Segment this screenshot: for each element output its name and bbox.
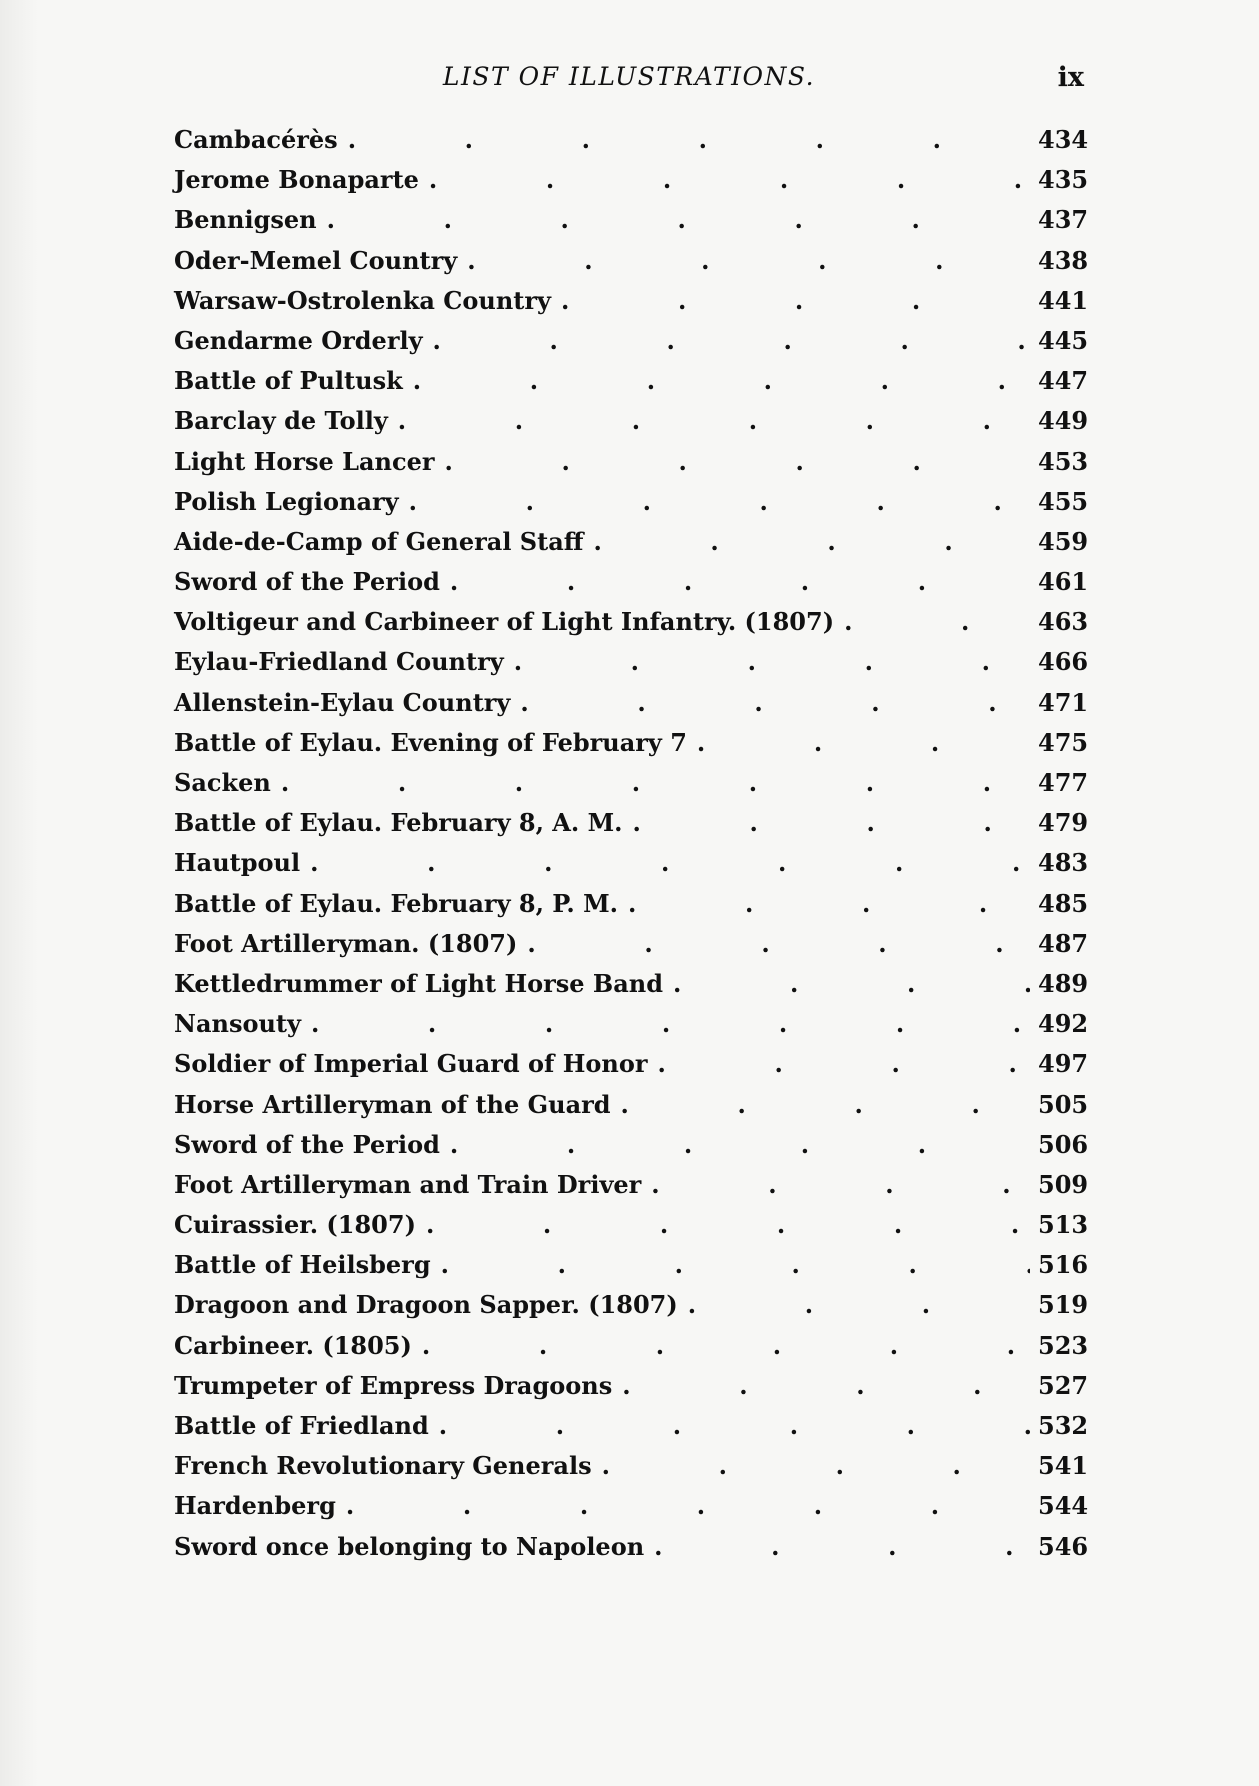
illustration-title: Foot Artilleryman. (1807) — [174, 928, 518, 958]
illustration-title: Sword of the Period — [174, 1129, 440, 1159]
dot-leader — [409, 482, 1030, 522]
illustration-page-number: 523 — [1038, 1330, 1089, 1360]
illustration-title: Jerome Bonaparte — [174, 165, 419, 195]
illustration-page-number: 519 — [1038, 1290, 1089, 1320]
illustration-title: Soldier of Imperial Guard of Honor — [174, 1049, 648, 1079]
illustration-title: Barclay de Tolly — [174, 406, 388, 436]
page-edge-shadow — [0, 0, 38, 1786]
illustration-entry — [174, 642, 1089, 682]
dot-leader — [422, 1326, 1030, 1366]
illustration-page-number: 516 — [1038, 1250, 1089, 1280]
page-header — [174, 62, 1084, 102]
dot-leader — [441, 1245, 1030, 1285]
illustration-entry — [174, 522, 1089, 562]
illustration-entry — [174, 1486, 1089, 1526]
illustration-entry — [174, 160, 1089, 200]
illustration-entry — [174, 1044, 1089, 1084]
illustration-entry — [174, 884, 1089, 924]
illustration-entry — [174, 1406, 1089, 1446]
illustration-entry — [174, 120, 1089, 160]
illustration-title: Foot Artilleryman and Train Driver — [174, 1169, 642, 1199]
illustration-entry — [174, 1285, 1089, 1325]
illustration-entry — [174, 1446, 1089, 1486]
illustrations-list — [174, 120, 1089, 1567]
illustration-page-number: 447 — [1038, 366, 1089, 396]
illustration-title: Battle of Eylau. Evening of February 7 — [174, 727, 687, 757]
dot-leader — [673, 964, 1030, 1004]
illustration-page-number: 483 — [1038, 848, 1089, 878]
illustration-page-number: 463 — [1038, 607, 1089, 637]
dot-leader — [346, 1486, 1030, 1526]
dot-leader — [514, 642, 1030, 682]
illustration-title: Polish Legionary — [174, 486, 399, 516]
illustration-entry — [174, 803, 1089, 843]
dot-leader — [633, 803, 1030, 843]
dot-leader — [310, 843, 1030, 883]
page-number: ix — [1057, 62, 1084, 93]
illustration-page-number: 471 — [1038, 687, 1089, 717]
illustration-page-number: 449 — [1038, 406, 1089, 436]
illustration-page-number: 485 — [1038, 888, 1089, 918]
illustration-entry — [174, 482, 1089, 522]
illustration-entry — [174, 442, 1089, 482]
illustration-page-number: 532 — [1038, 1411, 1089, 1440]
illustration-title: Sword once belonging to Napoleon — [174, 1531, 645, 1561]
dot-leader — [628, 884, 1030, 924]
illustration-title: Nansouty — [174, 1009, 301, 1039]
illustration-page-number: 497 — [1038, 1049, 1089, 1079]
illustration-title: Hautpoul — [174, 848, 301, 878]
illustration-entry — [174, 241, 1089, 281]
dot-leader — [450, 562, 1030, 602]
illustration-page-number: 505 — [1038, 1089, 1089, 1119]
illustration-entry — [174, 361, 1089, 401]
illustration-page-number: 466 — [1038, 647, 1089, 677]
dot-leader — [602, 1446, 1030, 1486]
illustration-title: Light Horse Lancer — [174, 446, 435, 476]
dot-leader — [327, 200, 1030, 240]
illustration-entry — [174, 1527, 1089, 1567]
dot-leader — [697, 723, 1030, 763]
illustration-entry — [174, 1165, 1089, 1205]
illustration-entry — [174, 602, 1089, 642]
dot-leader — [622, 1366, 1030, 1406]
dot-leader — [429, 160, 1030, 200]
illustration-title: Battle of Heilsberg — [174, 1250, 431, 1280]
illustration-entry — [174, 683, 1089, 723]
illustration-title: Aide-de-Camp of General Staff — [174, 526, 584, 556]
dot-leader — [311, 1004, 1030, 1044]
illustration-title: Warsaw-Ostrolenka Country — [174, 285, 551, 315]
dot-leader — [439, 1406, 1030, 1446]
illustration-page-number: 437 — [1038, 205, 1089, 235]
illustration-entry — [174, 1085, 1089, 1125]
illustration-page-number: 477 — [1038, 768, 1089, 797]
illustration-entry — [174, 321, 1089, 361]
illustration-title: Battle of Eylau. February 8, P. M. — [174, 888, 618, 918]
illustration-page-number: 461 — [1038, 567, 1089, 597]
illustration-title: Battle of Eylau. February 8, A. M. — [174, 808, 623, 838]
illustration-page-number: 513 — [1038, 1210, 1089, 1240]
illustration-page-number: 459 — [1038, 526, 1089, 556]
illustration-entry — [174, 723, 1089, 763]
illustration-entry — [174, 1125, 1089, 1165]
illustration-page-number: 546 — [1038, 1531, 1089, 1561]
dot-leader — [398, 401, 1030, 441]
dot-leader — [520, 683, 1030, 723]
dot-leader — [433, 321, 1030, 361]
illustration-entry — [174, 843, 1089, 883]
illustration-title: Trumpeter of Empress Dragoons — [174, 1370, 613, 1400]
illustration-entry — [174, 1004, 1089, 1044]
dot-leader — [281, 763, 1030, 803]
dot-leader — [621, 1085, 1030, 1125]
illustration-title: Oder-Memel Country — [174, 245, 458, 275]
illustration-title: Bennigsen — [174, 205, 317, 235]
dot-leader — [426, 1205, 1030, 1245]
illustration-page-number: 441 — [1038, 285, 1089, 315]
dot-leader — [445, 442, 1030, 482]
illustration-entry — [174, 401, 1089, 441]
dot-leader — [348, 120, 1030, 160]
illustration-title: Hardenberg — [174, 1491, 336, 1521]
dot-leader — [527, 924, 1030, 964]
illustration-page-number: 438 — [1038, 245, 1089, 275]
illustration-title: Allenstein-Eylau Country — [174, 687, 511, 717]
illustration-title: French Revolutionary Generals — [174, 1451, 592, 1481]
illustration-page-number: 489 — [1038, 968, 1089, 998]
dot-leader — [467, 241, 1030, 281]
illustration-page-number: 487 — [1038, 928, 1089, 958]
illustration-title: Battle of Pultusk — [174, 366, 403, 396]
dot-leader — [561, 281, 1030, 321]
illustration-title: Cambacérès — [174, 125, 338, 154]
dot-leader — [844, 602, 1030, 642]
illustration-title: Gendarme Orderly — [174, 325, 423, 355]
illustration-entry — [174, 1326, 1089, 1366]
illustration-title: Battle of Friedland — [174, 1411, 429, 1440]
illustration-title: Dragoon and Dragoon Sapper. (1807) — [174, 1290, 678, 1320]
illustration-title: Eylau-Friedland Country — [174, 647, 504, 677]
illustration-entry — [174, 924, 1089, 964]
illustration-title: Cuirassier. (1807) — [174, 1210, 416, 1240]
dot-leader — [593, 522, 1030, 562]
dot-leader — [651, 1165, 1030, 1205]
illustration-entry — [174, 964, 1089, 1004]
dot-leader — [413, 361, 1030, 401]
illustration-title: Carbineer. (1805) — [174, 1330, 412, 1360]
dot-leader — [658, 1044, 1030, 1084]
illustration-page-number: 455 — [1038, 486, 1089, 516]
illustration-page-number: 435 — [1038, 165, 1089, 195]
illustration-title: Sacken — [174, 768, 271, 797]
illustration-page-number: 509 — [1038, 1169, 1089, 1199]
illustration-page-number: 434 — [1038, 125, 1089, 154]
illustration-title: Voltigeur and Carbineer of Light Infantry. (1807) — [174, 607, 835, 637]
illustration-page-number: 527 — [1038, 1370, 1089, 1400]
illustration-entry — [174, 1245, 1089, 1285]
illustration-entry — [174, 281, 1089, 321]
illustration-entry — [174, 562, 1089, 602]
illustration-page-number: 479 — [1038, 808, 1089, 838]
illustration-page-number: 506 — [1038, 1129, 1089, 1159]
illustration-page-number: 453 — [1038, 446, 1089, 476]
illustration-entry — [174, 1366, 1089, 1406]
dot-leader — [688, 1285, 1030, 1325]
illustration-page-number: 492 — [1038, 1009, 1089, 1039]
illustration-title: Kettledrummer of Light Horse Band — [174, 968, 663, 998]
illustration-entry — [174, 763, 1089, 803]
dot-leader — [450, 1125, 1030, 1165]
illustration-page-number: 445 — [1038, 325, 1089, 355]
illustration-entry — [174, 200, 1089, 240]
dot-leader — [654, 1527, 1030, 1567]
illustration-title: Horse Artilleryman of the Guard — [174, 1089, 611, 1119]
illustration-page-number: 544 — [1038, 1491, 1089, 1521]
running-title: LIST OF ILLUSTRATIONS. — [442, 62, 816, 91]
illustration-entry — [174, 1205, 1089, 1245]
illustration-page-number: 541 — [1038, 1451, 1089, 1481]
illustration-page-number: 475 — [1038, 727, 1089, 757]
illustration-title: Sword of the Period — [174, 567, 440, 597]
